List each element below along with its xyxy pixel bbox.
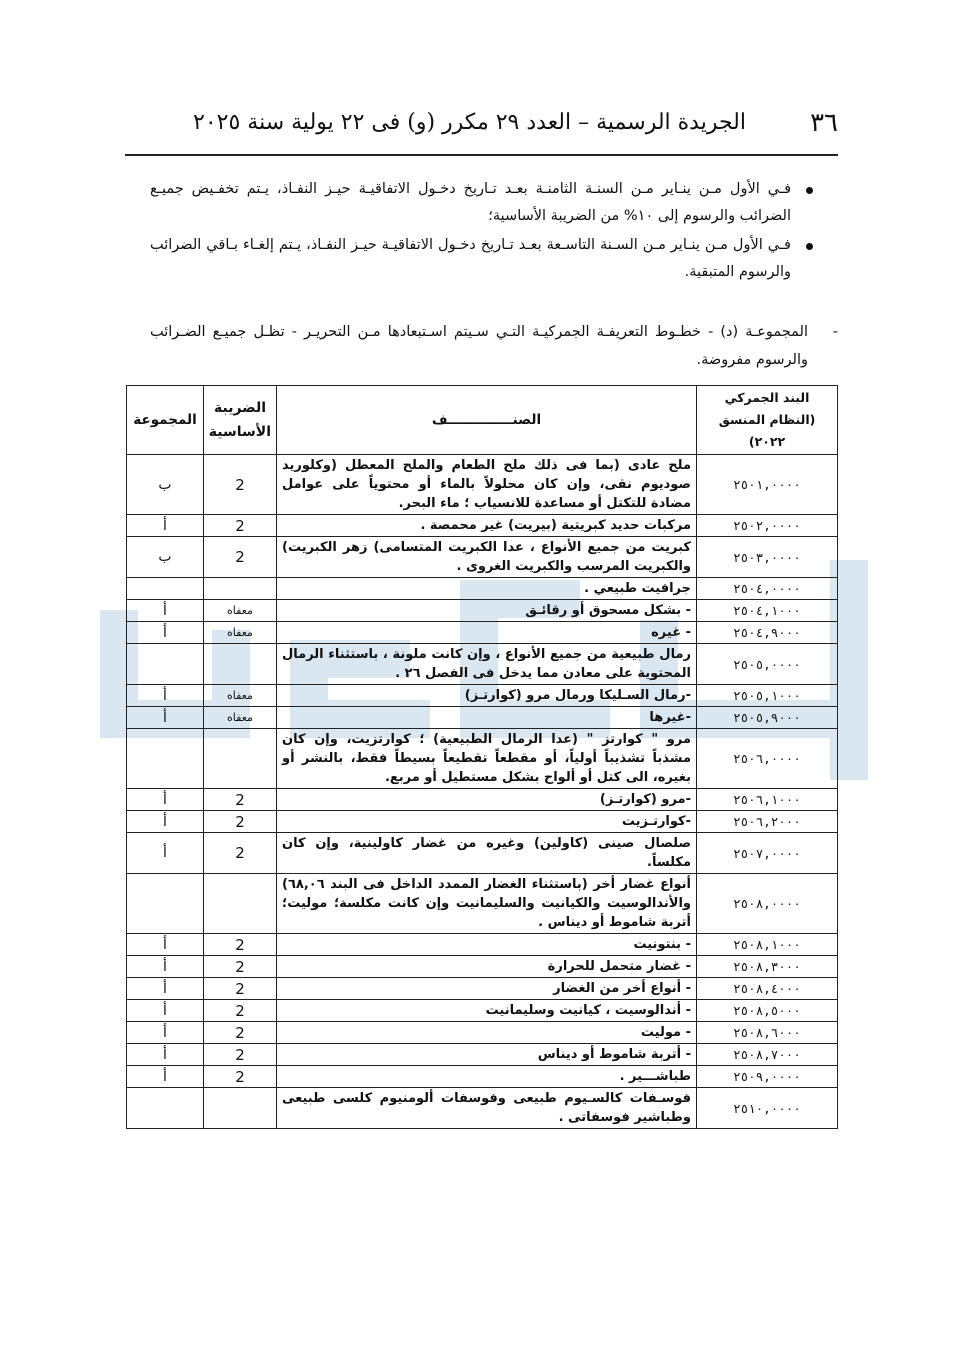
tariff-code: ٢٥٠٨,٥٠٠٠	[697, 1000, 838, 1022]
table-row	[127, 1044, 838, 1066]
group-d-text: المجموعـة (د) - خطـوط التعريفـة الجمركيـة التـي سـيتم اسـتبعادها مـن التحريـر - تظـل جميـع الضـرائب والرسوم مفروضة.	[150, 324, 808, 368]
item-description: أنواع غضار أخر (باستثناء الغضار الممدد الداخل فى البند ٦٨,٠٦) والأندالوسيت والكيانيت والسليمانيت وإن كانت مكلسة؛ موليت؛ أتربة شاموط أو ديناس .	[277, 874, 697, 934]
bullet-list	[150, 176, 813, 288]
page-number: ٣٦	[810, 108, 838, 138]
tariff-code: ٢٥٠٧,٠٠٠٠	[697, 833, 838, 874]
tariff-code: ٢٥٠٦,٢٠٠٠	[697, 811, 838, 833]
tariff-code: ٢٥٠٨,٣٠٠٠	[697, 956, 838, 978]
group-letter: ب	[127, 537, 204, 578]
item-description: -رمال السـليكا ورمال مرو (كوارتـز)	[277, 685, 697, 707]
table-row	[127, 578, 838, 600]
group-letter	[127, 644, 204, 685]
tariff-code: ٢٥٠٨,١٠٠٠	[697, 934, 838, 956]
base-duty	[204, 729, 277, 789]
table-row	[127, 537, 838, 578]
tariff-code: ٢٥٠٨,٦٠٠٠	[697, 1022, 838, 1044]
group-letter: أ	[127, 1022, 204, 1044]
group-letter: أ	[127, 956, 204, 978]
base-duty: معفاه	[204, 622, 277, 644]
table-row	[127, 622, 838, 644]
header-code-line2: (النظام المنسق ٢٠٢٢)	[718, 412, 816, 449]
table-row	[127, 707, 838, 729]
table-row	[127, 978, 838, 1000]
item-description: -غيرها	[277, 707, 697, 729]
item-description: - بشكل مسحوق أو رقائـق	[277, 600, 697, 622]
table-row	[127, 1066, 838, 1088]
group-letter: أ	[127, 789, 204, 811]
item-description: مرو " كوارتز " (عدا الرمال الطبيعية) ؛ كوارتزيت، وإن كان مشذباً تشذيباً أولياً، أو مقطعاً تقطيعاً بسيطاً فقط، بالنشر أو بغيره، الى كتل أو ألواح بشكل مستطيل أو مربع.	[277, 729, 697, 789]
tariff-code: ٢٥٠٦,١٠٠٠	[697, 789, 838, 811]
base-duty	[204, 874, 277, 934]
item-description: فوسـفات كالسـيوم طبيعى وفوسفات ألومنيوم كلسى طبيعى وطباشير فوسفاتى .	[277, 1088, 697, 1129]
tariff-code: ٢٥٠٥,١٠٠٠	[697, 685, 838, 707]
group-letter: أ	[127, 811, 204, 833]
tariff-code: ٢٥٠٦,٠٠٠٠	[697, 729, 838, 789]
group-letter: أ	[127, 1044, 204, 1066]
table-row	[127, 1088, 838, 1129]
bullet-item	[150, 232, 813, 286]
gazette-title: الجريدة الرسمية – العدد ٢٩ مكرر (و) فى ٢٢ يولية سنة ٢٠٢٥	[193, 110, 746, 135]
base-duty: معفاه	[204, 600, 277, 622]
table-row	[127, 685, 838, 707]
bullet-text: فـي الأول مـن ينـاير مـن السنـة الثامنـة بعـد تـاريخ دخـول الاتفاقيـة حيـز النفـاذ، يـتم تخفـيض جميـع الضرائب والرسوم إلى ١٠% من الضريبة الأساسية؛	[150, 181, 791, 224]
tariff-code: ٢٥٠٥,٠٠٠٠	[697, 644, 838, 685]
item-description: كبريت من جميع الأنواع ، عدا الكبريت المتسامى) زهر الكبريت) والكبريت المرسب والكبريت الغروى .	[277, 537, 697, 578]
base-duty: 2	[204, 978, 277, 1000]
header-code-line1: البند الجمركي	[724, 390, 810, 405]
tariff-code: ٢٥٠٤,١٠٠٠	[697, 600, 838, 622]
group-letter: أ	[127, 1066, 204, 1088]
bullet-dot-icon	[806, 187, 813, 194]
group-letter: أ	[127, 833, 204, 874]
item-description: - أتربة شاموط أو ديناس	[277, 1044, 697, 1066]
tariff-table	[126, 385, 838, 1129]
item-description: - أندالوسيت ، كيانيت وسليمانيت	[277, 1000, 697, 1022]
item-description: رمال طبيعية من جميع الأنواع ، وإن كانت ملونة ، باستثناء الرمال المحتوية على معادن مما يدخل فى الفصل ٢٦ .	[277, 644, 697, 685]
tariff-code: ٢٥٠١,٠٠٠٠	[697, 455, 838, 515]
bullet-item	[150, 176, 813, 230]
table-row	[127, 1000, 838, 1022]
base-duty: 2	[204, 811, 277, 833]
item-description: -مرو (كوارتـز)	[277, 789, 697, 811]
group-d-note	[150, 318, 838, 374]
tariff-code: ٢٥٠٤,٠٠٠٠	[697, 578, 838, 600]
table-header-row	[127, 386, 838, 455]
header-group: المجموعة	[127, 386, 204, 455]
group-letter: ب	[127, 455, 204, 515]
tariff-body	[127, 455, 838, 1129]
table-row	[127, 1022, 838, 1044]
base-duty: 2	[204, 934, 277, 956]
dash-marker: -	[832, 324, 838, 340]
base-duty: 2	[204, 455, 277, 515]
item-description: - غيره	[277, 622, 697, 644]
base-duty	[204, 1088, 277, 1129]
base-duty: معفاه	[204, 685, 277, 707]
item-description: - موليت	[277, 1022, 697, 1044]
base-duty: معفاه	[204, 707, 277, 729]
group-letter: أ	[127, 622, 204, 644]
header-duty-line1: الضريبة	[213, 400, 267, 416]
group-letter: أ	[127, 600, 204, 622]
tariff-code: ٢٥١٠,٠٠٠٠	[697, 1088, 838, 1129]
base-duty: 2	[204, 1000, 277, 1022]
table-row	[127, 600, 838, 622]
group-letter: أ	[127, 707, 204, 729]
group-letter: أ	[127, 685, 204, 707]
header-base-duty	[204, 386, 277, 455]
header-duty-line2: الأساسية	[208, 424, 271, 440]
item-description: - بنتونيت	[277, 934, 697, 956]
group-letter	[127, 729, 204, 789]
item-description: جرافيت طبيعي .	[277, 578, 697, 600]
header-description: الصنــــــــــــــف	[277, 386, 697, 455]
bullet-dot-icon	[806, 243, 813, 250]
table-row	[127, 811, 838, 833]
item-description: صلصال صينى (كاولين) وغيره من غضار كاولينية، وإن كان مكلساً.	[277, 833, 697, 874]
table-row	[127, 455, 838, 515]
group-letter	[127, 1088, 204, 1129]
table-row	[127, 644, 838, 685]
tariff-code: ٢٥٠٣,٠٠٠٠	[697, 537, 838, 578]
tariff-code: ٢٥٠٥,٩٠٠٠	[697, 707, 838, 729]
group-letter	[127, 578, 204, 600]
header-divider	[125, 154, 838, 156]
item-description: ملح عادى (بما فى ذلك ملح الطعام والملح المعطل (وكلوريد صوديوم نقى، وإن كان محلولاً بالماء أو محتوياً على عوامل مضادة للتكتل أو مساعدة للانسياب ؛ ماء البحر.	[277, 455, 697, 515]
base-duty: 2	[204, 789, 277, 811]
base-duty: 2	[204, 1044, 277, 1066]
group-letter: أ	[127, 1000, 204, 1022]
table-row	[127, 729, 838, 789]
page-header	[125, 104, 838, 144]
base-duty	[204, 644, 277, 685]
table-row	[127, 833, 838, 874]
table-row	[127, 934, 838, 956]
base-duty: 2	[204, 1066, 277, 1088]
item-description: -كوارتـزيت	[277, 811, 697, 833]
base-duty: 2	[204, 1022, 277, 1044]
item-description: مركبات حديد كبريتية (بيريت) غير محمصة .	[277, 515, 697, 537]
group-letter	[127, 874, 204, 934]
tariff-code: ٢٥٠٩,٠٠٠٠	[697, 1066, 838, 1088]
item-description: - أنواع أخر من الغضار	[277, 978, 697, 1000]
tariff-code: ٢٥٠٨,٠٠٠٠	[697, 874, 838, 934]
base-duty: 2	[204, 537, 277, 578]
base-duty: 2	[204, 833, 277, 874]
base-duty	[204, 578, 277, 600]
tariff-code: ٢٥٠٤,٩٠٠٠	[697, 622, 838, 644]
base-duty: 2	[204, 515, 277, 537]
item-description: - غضار متحمل للحرارة	[277, 956, 697, 978]
tariff-code: ٢٥٠٨,٧٠٠٠	[697, 1044, 838, 1066]
group-letter: أ	[127, 515, 204, 537]
table-row	[127, 874, 838, 934]
tariff-code: ٢٥٠٢,٠٠٠٠	[697, 515, 838, 537]
group-letter: أ	[127, 978, 204, 1000]
header-code	[697, 386, 838, 455]
table-row	[127, 956, 838, 978]
bullet-text: فـي الأول مـن ينـاير مـن السـنة التاسـعة بعـد تـاريخ دخـول الاتفاقيـة حيـز النفـاذ، يـتم إلغـاء بـاقي الضرائب والرسوم المتبقية.	[150, 237, 791, 280]
item-description: طباشـــير .	[277, 1066, 697, 1088]
table-row	[127, 789, 838, 811]
base-duty: 2	[204, 956, 277, 978]
table-row	[127, 515, 838, 537]
group-letter: أ	[127, 934, 204, 956]
tariff-code: ٢٥٠٨,٤٠٠٠	[697, 978, 838, 1000]
